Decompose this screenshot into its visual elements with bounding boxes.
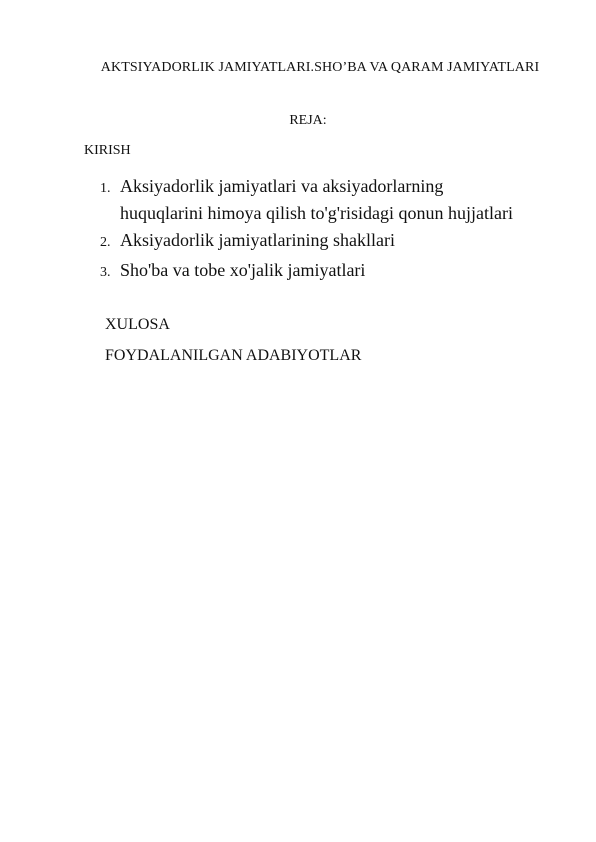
- toc-item: [100, 227, 520, 257]
- references-heading: FOYDALANILGAN ADABIYOTLAR: [105, 347, 362, 364]
- plan-label: REJA:: [289, 113, 327, 128]
- toc-item-text: Sho'ba va tobe xo'jalik jamiyatlari: [120, 259, 366, 280]
- toc-item-text: Aksiyadorlik jamiyatlari va aksiyadorlarning huquqlarini himoya qilish to'g'risidagi qonun hujjatlari: [120, 176, 513, 223]
- document-title: AKTSIYADORLIK JAMIYATLARI.SHO’BA VA QARAM JAMIYATLARI: [100, 60, 540, 75]
- intro-heading: KIRISH: [84, 143, 131, 158]
- toc-item-number: 1.: [100, 181, 111, 196]
- toc-item-text: Aksiyadorlik jamiyatlarining shakllari: [120, 229, 395, 250]
- toc-item: [100, 257, 520, 287]
- toc-item-number: 2.: [100, 234, 111, 250]
- conclusion-heading: XULOSA: [105, 316, 170, 333]
- toc-item: [100, 173, 520, 226]
- table-of-contents: [100, 173, 520, 287]
- toc-item-number: 3.: [100, 264, 111, 280]
